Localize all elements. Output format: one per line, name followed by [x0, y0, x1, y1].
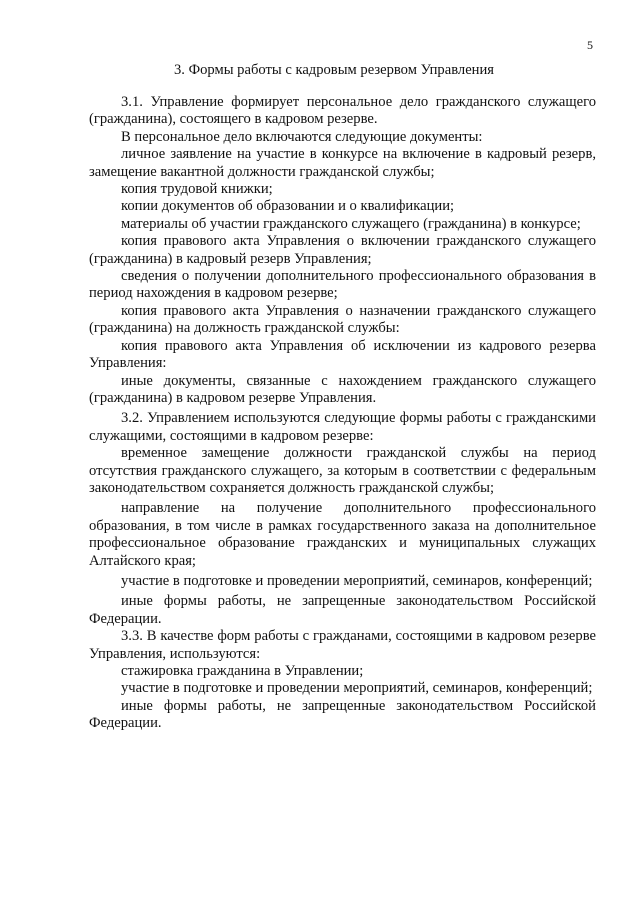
document-body — [89, 94, 596, 733]
paragraph-documents-intro: В персональное дело включаются следующие документы: — [121, 128, 483, 145]
list-item: иные документы, связанные с нахождением гражданского служащего (гражданина) в кадровом резерве Управления. — [89, 372, 596, 406]
section-title: 3. Формы работы с кадровым резервом Управления — [174, 62, 494, 78]
list-item: направление на получение дополнительного профессионального образования, в том числе в рамках государственного заказа на дополнительное профессиональное образование гражданских и муниципальных служащих Алтайского края; — [89, 500, 596, 569]
list-item: материалы об участии гражданского служащего (гражданина) в конкурсе; — [121, 215, 581, 232]
list-item: копия трудовой книжки; — [121, 181, 273, 198]
list-item: участие в подготовке и проведении мероприятий, семинаров, конференций; — [121, 572, 593, 589]
list-item: сведения о получении дополнительного профессионального образования в период нахождения в кадровом резерве; — [89, 268, 596, 302]
paragraph-3-1: 3.1. Управление формирует персональное дело гражданского служащего (гражданина), состоящего в кадровом резерве. — [89, 94, 596, 128]
list-item: стажировка гражданина в Управлении; — [121, 663, 364, 679]
paragraph-3-3: 3.3. В качестве форм работы с гражданами, состоящими в кадровом резерве Управления, используются: — [89, 628, 596, 662]
paragraph-3-2: 3.2. Управлением используются следующие формы работы с гражданскими служащими, состоящими в кадровом резерве: — [89, 410, 596, 444]
list-item: копия правового акта Управления об исключении из кадрового резерва Управления: — [89, 337, 596, 372]
list-item: иные формы работы, не запрещенные законодательством Российской Федерации. — [89, 697, 596, 732]
list-item: участие в подготовке и проведении мероприятий, семинаров, конференций; — [121, 680, 593, 697]
list-item: копии документов об образовании и о квалификации; — [121, 198, 455, 215]
list-item: временное замещение должности гражданской службы на период отсутствия гражданского служащего, за которым в соответствии с федеральным законодательством сохраняется должность гражданской службы; — [89, 445, 596, 496]
list-item: копия правового акта Управления о назначении гражданского служащего (гражданина) на должность гражданской службы: — [89, 302, 596, 337]
list-item: личное заявление на участие в конкурсе на включение в кадровый резерв, замещение вакантной должности гражданской службы; — [89, 146, 596, 180]
list-item: копия правового акта Управления о включении гражданского служащего (гражданина) в кадровый резерв Управления; — [89, 233, 596, 267]
list-item: иные формы работы, не запрещенные законодательством Российской Федерации. — [89, 593, 596, 627]
page-number: 5 — [587, 38, 593, 52]
